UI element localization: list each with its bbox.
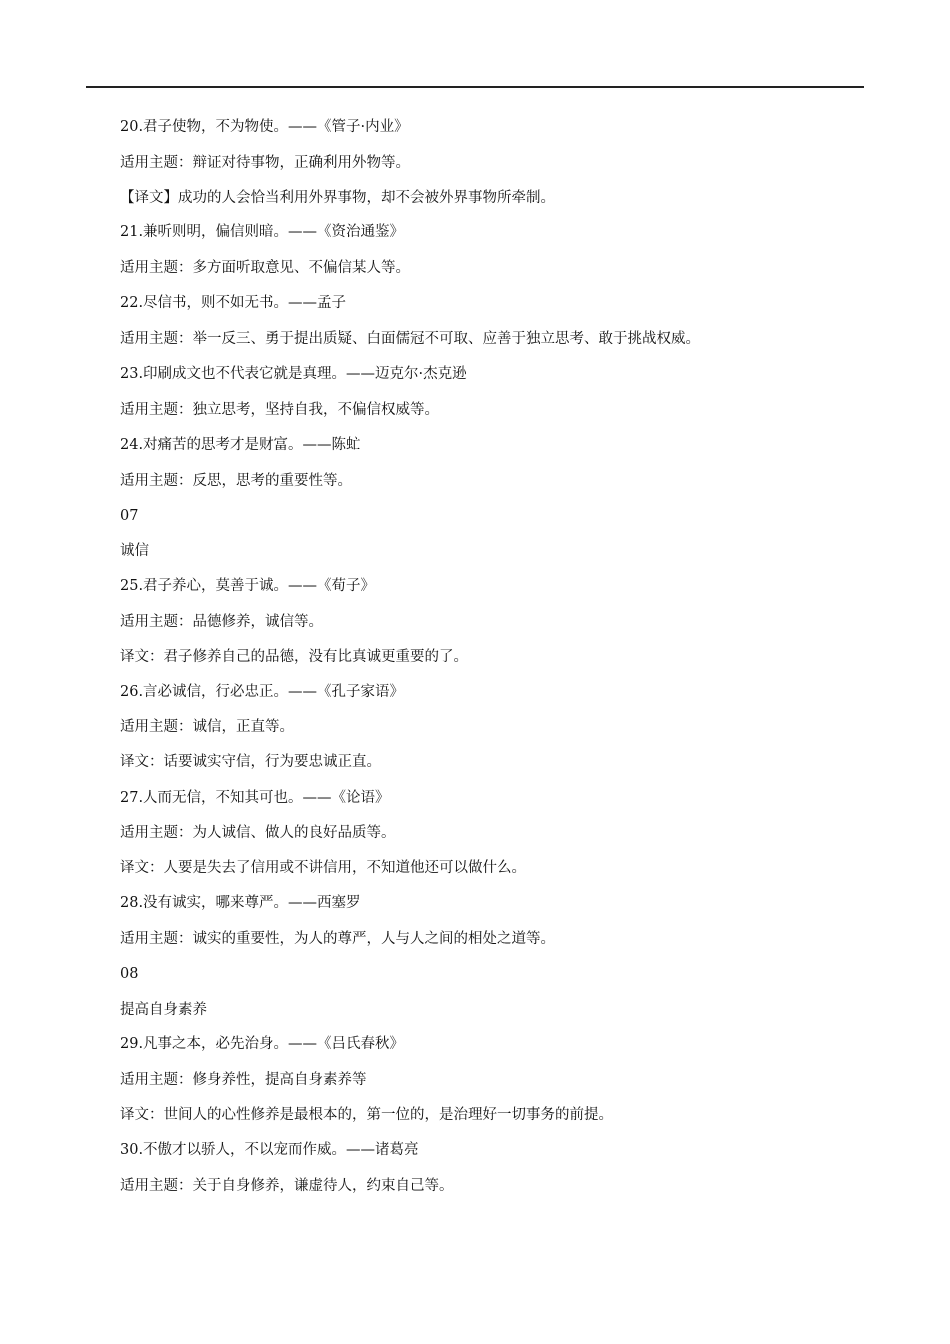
translation-26: 译文：话要诚实守信，行为要忠诚正直。 bbox=[120, 754, 381, 770]
theme-30: 适用主题：关于自身修养，谦虚待人，约束自己等。 bbox=[120, 1178, 454, 1194]
theme-24: 适用主题：反思，思考的重要性等。 bbox=[120, 473, 352, 489]
quote-22: 22.尽信书，则不如无书。——孟子 bbox=[120, 295, 347, 311]
translation-25: 译文：君子修养自己的品德，没有比真诚更重要的了。 bbox=[120, 649, 468, 665]
quote-24: 24.对痛苦的思考才是财富。——陈虻 bbox=[120, 437, 361, 453]
theme-25: 适用主题：品德修养，诚信等。 bbox=[120, 614, 323, 630]
quote-28: 28.没有诚实，哪来尊严。——西塞罗 bbox=[120, 895, 361, 911]
theme-29: 适用主题：修身养性，提高自身素养等 bbox=[120, 1072, 367, 1088]
quote-23: 23.印刷成文也不代表它就是真理。——迈克尔·杰克逊 bbox=[120, 366, 467, 382]
quote-20: 20.君子使物，不为物使。——《管子·内业》 bbox=[120, 119, 409, 135]
section-number-08: 08 bbox=[120, 966, 139, 982]
section-number-07: 07 bbox=[120, 508, 139, 524]
section-title-self-cultivation: 提高自身素养 bbox=[120, 1002, 207, 1018]
quote-27: 27.人而无信，不知其可也。——《论语》 bbox=[120, 790, 390, 806]
theme-28: 适用主题：诚实的重要性，为人的尊严，人与人之间的相处之道等。 bbox=[120, 931, 555, 947]
translation-27: 译文：人要是失去了信用或不讲信用，不知道他还可以做什么。 bbox=[120, 860, 526, 876]
header-rule bbox=[86, 86, 864, 88]
translation-29: 译文：世间人的心性修养是最根本的，第一位的，是治理好一切事务的前提。 bbox=[120, 1107, 613, 1123]
theme-20: 适用主题：辩证对待事物，正确利用外物等。 bbox=[120, 155, 410, 171]
theme-26: 适用主题：诚信，正直等。 bbox=[120, 719, 294, 735]
quote-30: 30.不傲才以骄人，不以宠而作威。——诸葛亮 bbox=[120, 1142, 419, 1158]
theme-23: 适用主题：独立思考，坚持自我，不偏信权威等。 bbox=[120, 402, 439, 418]
theme-21: 适用主题：多方面听取意见、不偏信某人等。 bbox=[120, 260, 410, 276]
quote-26: 26.言必诚信，行必忠正。——《孔子家语》 bbox=[120, 684, 405, 700]
translation-20: 【译文】成功的人会恰当利用外界事物，却不会被外界事物所牵制。 bbox=[120, 190, 555, 206]
theme-27: 适用主题：为人诚信、做人的良好品质等。 bbox=[120, 825, 396, 841]
section-title-integrity: 诚信 bbox=[120, 543, 149, 559]
quote-29: 29.凡事之本，必先治身。——《吕氏春秋》 bbox=[120, 1036, 405, 1052]
quote-25: 25.君子养心，莫善于诚。——《荀子》 bbox=[120, 578, 376, 594]
theme-22: 适用主题：举一反三、勇于提出质疑、白面儒冠不可取、应善于独立思考、敢于挑战权威。 bbox=[120, 331, 700, 347]
quote-21: 21.兼听则明，偏信则暗。——《资治通鉴》 bbox=[120, 224, 405, 240]
